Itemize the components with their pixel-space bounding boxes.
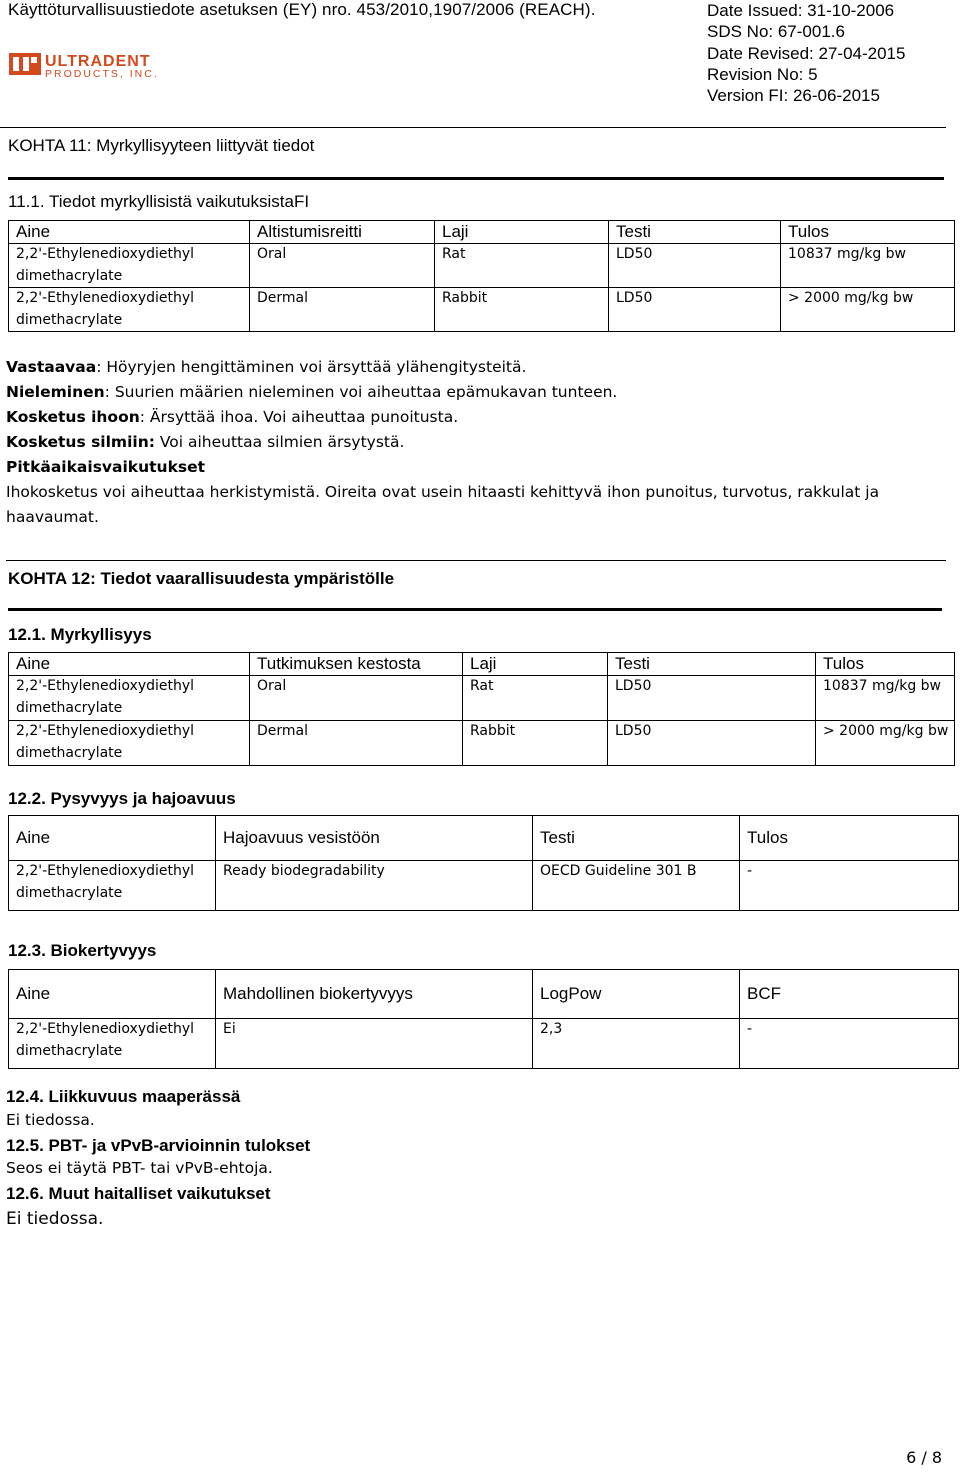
bioaccumulation-heading: 12.3. Biokertyvyys [8, 941, 157, 960]
section-12-rule [8, 608, 942, 611]
effect-inhalation: Vastaavaa: Höyryjen hengittäminen voi ärsyttää ylähengitysteitä. [6, 358, 527, 376]
test-cell: LD50 [608, 676, 816, 721]
substance-cell: 2,2'-Ethylenedioxydiethyl dimethacrylate [9, 288, 250, 332]
col-header: Tutkimuksen kestosta [250, 653, 463, 676]
col-header: Testi [609, 221, 781, 244]
version: Version FI: 26-06-2015 [707, 86, 880, 106]
result-cell: > 2000 mg/kg bw [781, 288, 955, 332]
test-cell: LD50 [609, 288, 781, 332]
test-cell: LD50 [609, 244, 781, 288]
col-header: Hajoavuus vesistöön [216, 816, 533, 861]
test-cell: OECD Guideline 301 B [533, 861, 740, 911]
table-row [9, 676, 955, 721]
col-header: Testi [608, 653, 816, 676]
effect-skin: Kosketus ihoon: Ärsyttää ihoa. Voi aiheuttaa punoitusta. [6, 408, 459, 426]
table-row [9, 861, 959, 911]
table-header-row [9, 816, 959, 861]
sds-number: SDS No: 67-001.6 [707, 22, 845, 42]
species-cell: Rat [463, 676, 608, 721]
section-11-heading: KOHTA 11: Myrkyllisyyteen liittyvät tiedot [8, 136, 315, 155]
table-row [9, 1019, 959, 1069]
col-header: Tulos [816, 653, 955, 676]
species-cell: Rat [435, 244, 609, 288]
col-header: Testi [533, 816, 740, 861]
table-header-row [9, 970, 959, 1019]
col-header: Laji [435, 221, 609, 244]
other-effects-text: Ei tiedossa. [6, 1209, 104, 1229]
col-header: Tulos [740, 816, 959, 861]
mobility-text: Ei tiedossa. [6, 1111, 95, 1129]
result-cell: 10837 mg/kg bw [816, 676, 955, 721]
persistence-table [8, 815, 959, 911]
section-11-1-heading: 11.1. Tiedot myrkyllisistä vaikutuksistaFI [8, 192, 310, 211]
bcf-cell: - [740, 1019, 959, 1069]
test-cell: LD50 [608, 721, 816, 766]
col-header: Aine [9, 816, 216, 861]
toxicity-table-12 [8, 652, 955, 766]
document-meta [707, 0, 905, 106]
col-header: Aine [9, 653, 250, 676]
bioaccumulation-table [8, 969, 959, 1069]
chronic-heading: Pitkäaikaisvaikutukset [6, 458, 206, 476]
date-issued: Date Issued: 31-10-2006 [707, 1, 895, 20]
logo-text-top: ULTRADENT [45, 53, 151, 70]
substance-cell: 2,2'-Ethylenedioxydiethyl dimethacrylate [9, 721, 250, 766]
pbt-text: Seos ei täytä PBT- tai vPvB-ehtoja. [6, 1159, 273, 1177]
col-header: BCF [740, 970, 959, 1019]
header-divider [0, 127, 946, 128]
table-row [9, 244, 955, 288]
logpow-cell: 2,3 [533, 1019, 740, 1069]
bioaccumulation-cell: Ei [216, 1019, 533, 1069]
col-header: Mahdollinen biokertyvyys [216, 970, 533, 1019]
species-cell: Rabbit [463, 721, 608, 766]
species-cell: Rabbit [435, 288, 609, 332]
page-number: 6 / 8 [906, 1448, 942, 1467]
effects-block [6, 355, 936, 530]
table-header-row [9, 653, 955, 676]
mobility-heading: 12.4. Liikkuvuus maaperässä [6, 1087, 241, 1106]
route-cell: Dermal [250, 721, 463, 766]
logo-text-bottom: PRODUCTS, INC. [45, 68, 159, 80]
col-header: Tulos [781, 221, 955, 244]
other-effects-heading: 12.6. Muut haitalliset vaikutukset [6, 1184, 271, 1203]
table-row [9, 721, 955, 766]
persistence-heading: 12.2. Pysyvyys ja hajoavuus [8, 789, 236, 808]
toxicity-table-11 [8, 220, 955, 332]
effect-eyes: Kosketus silmiin: Voi aiheuttaa silmien ärsytystä. [6, 433, 405, 451]
substance-cell: 2,2'-Ethylenedioxydiethyl dimethacrylate [9, 861, 216, 911]
result-cell: > 2000 mg/kg bw [816, 721, 955, 766]
col-header: Laji [463, 653, 608, 676]
col-header: Altistumisreitti [250, 221, 435, 244]
ultradent-logo [9, 50, 199, 80]
degradability-cell: Ready biodegradability [216, 861, 533, 911]
col-header: Aine [9, 221, 250, 244]
substance-cell: 2,2'-Ethylenedioxydiethyl dimethacrylate [9, 244, 250, 288]
revision-number: Revision No: 5 [707, 64, 818, 84]
chronic-text: Ihokosketus voi aiheuttaa herkistymistä. Oireita ovat usein hitaasti kehittyvä ihon punoitus, turvotus, rakkulat ja haavaumat. [6, 483, 880, 526]
col-header: Aine [9, 970, 216, 1019]
effect-ingestion: Nieleminen: Suurien määrien nieleminen voi aiheuttaa epämukavan tunteen. [6, 383, 618, 401]
document-title: Käyttöturvallisuustiedote asetuksen (EY) nro. 453/2010,1907/2006 (REACH). [8, 0, 596, 19]
pbt-heading: 12.5. PBT- ja vPvB-arvioinnin tulokset [6, 1136, 311, 1155]
section-11-rule [8, 177, 944, 180]
substance-cell: 2,2'-Ethylenedioxydiethyl dimethacrylate [9, 1019, 216, 1069]
substance-cell: 2,2'-Ethylenedioxydiethyl dimethacrylate [9, 676, 250, 721]
date-revised: Date Revised: 27-04-2015 [707, 43, 906, 63]
section-12-heading: KOHTA 12: Tiedot vaarallisuudesta ympäristölle [8, 569, 395, 588]
section-12-top-rule [6, 560, 946, 561]
route-cell: Dermal [250, 288, 435, 332]
table-header-row [9, 221, 955, 244]
route-cell: Oral [250, 244, 435, 288]
route-cell: Oral [250, 676, 463, 721]
col-header: LogPow [533, 970, 740, 1019]
result-cell: 10837 mg/kg bw [781, 244, 955, 288]
result-cell: - [740, 861, 959, 911]
toxicity-heading: 12.1. Myrkyllisyys [8, 625, 152, 644]
table-row [9, 288, 955, 332]
